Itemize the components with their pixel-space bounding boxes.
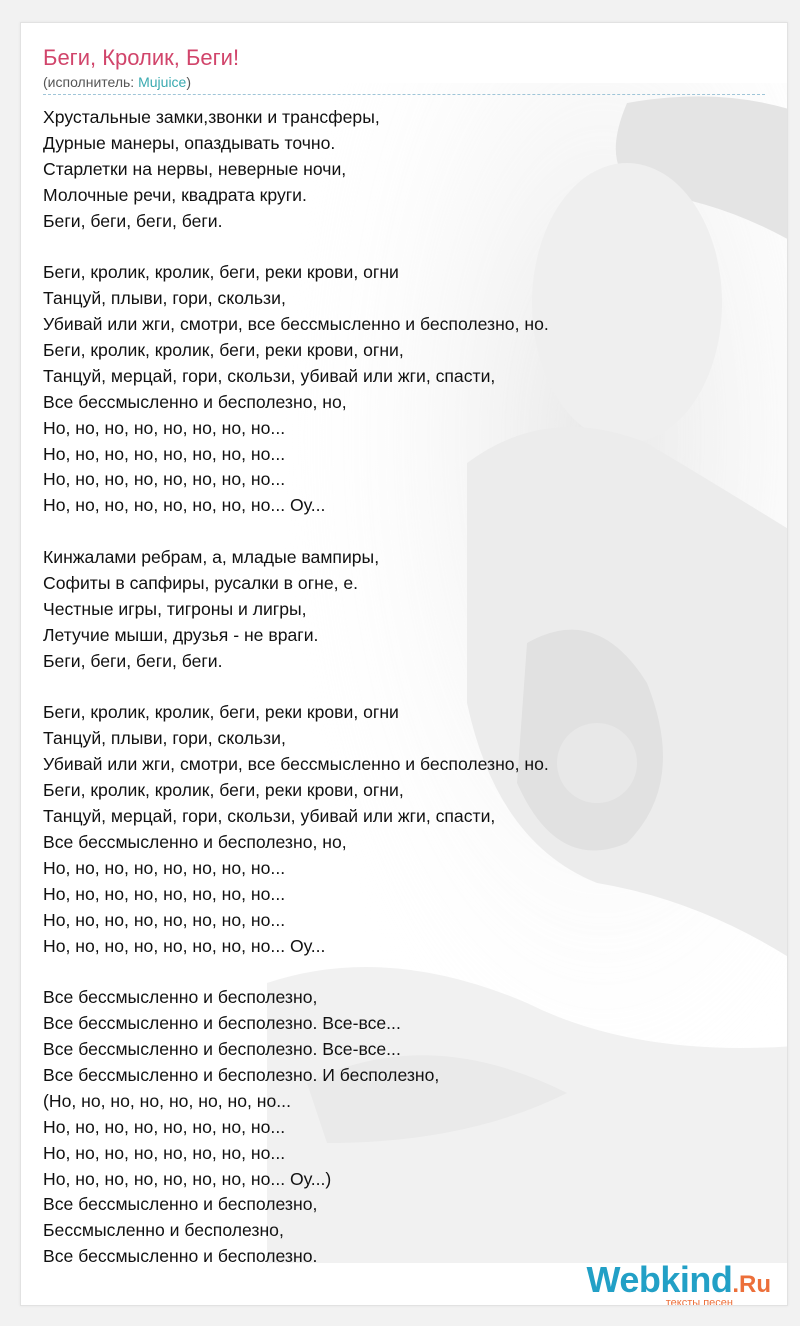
lyric-line: Все бессмысленно и бесполезно. Все-все...: [43, 1039, 401, 1060]
lyric-line: Беги, кролик, кролик, беги, реки крови, огни: [43, 702, 399, 723]
lyric-line: Танцуй, мерцай, гори, скользи, убивай или жги, спасти,: [43, 365, 496, 386]
lyric-line: Летучие мыши, друзья - не враги.: [43, 624, 319, 645]
lyric-line: Но, но, но, но, но, но, но, но...: [43, 443, 286, 464]
artist-link[interactable]: Mujuice: [138, 74, 187, 90]
logo-wordmark: Webkind: [586, 1259, 733, 1300]
artist-prefix: (исполнитель:: [43, 74, 139, 90]
lyric-line: Но, но, но, но, но, но, но, но... Оу...: [43, 495, 326, 516]
logo-tld: .Ru: [732, 1271, 771, 1298]
lyric-line: Беги, кролик, кролик, беги, реки крови, огни,: [43, 340, 404, 361]
lyric-line: Убивай или жги, смотри, все бессмысленно и бесполезно, но.: [43, 314, 549, 335]
site-logo[interactable]: [586, 1259, 771, 1306]
lyric-line: Беги, беги, беги, беги.: [43, 650, 223, 671]
artist-line: [43, 74, 191, 90]
lyric-line: Беги, кролик, кролик, беги, реки крови, огни: [43, 262, 399, 283]
stanza-break: [43, 519, 767, 545]
lyric-line: Все бессмысленно и бесполезно,: [43, 987, 318, 1008]
lyric-line: Но, но, но, но, но, но, но, но...: [43, 1142, 286, 1163]
lyric-line: Убивай или жги, смотри, все бессмысленно и бесполезно, но.: [43, 754, 549, 775]
lyric-line: Но, но, но, но, но, но, но, но... Оу...): [43, 1168, 332, 1189]
lyric-line: Беги, беги, беги, беги.: [43, 210, 223, 231]
lyric-line: Все бессмысленно и бесполезно, но,: [43, 831, 347, 852]
lyric-line: Но, но, но, но, но, но, но, но...: [43, 1116, 286, 1137]
logo-tagline: тексты песен: [665, 1297, 733, 1306]
lyrics-text: [43, 105, 767, 1270]
stanza-break: [43, 675, 767, 701]
lyric-line: Танцуй, плыви, гори, скользи,: [43, 288, 286, 309]
lyric-line: Но, но, но, но, но, но, но, но... Оу...: [43, 935, 326, 956]
lyric-line: Беги, кролик, кролик, беги, реки крови, огни,: [43, 780, 404, 801]
lyric-line: Танцуй, плыви, гори, скользи,: [43, 728, 286, 749]
lyric-line: Но, но, но, но, но, но, но, но...: [43, 469, 286, 490]
lyric-line: Все бессмысленно и бесполезно. И бесполезно,: [43, 1064, 440, 1085]
lyric-line: Хрустальные замки,звонки и трансферы,: [43, 107, 380, 127]
lyric-line: Софиты в сапфиры, русалки в огне, е.: [43, 573, 359, 594]
lyric-line: Дурные манеры, опаздывать точно.: [43, 132, 336, 153]
lyric-line: Молочные речи, квадрата круги.: [43, 184, 307, 205]
lyric-line: Честные игры, тигроны и лигры,: [43, 598, 307, 619]
lyric-line: Кинжалами ребрам, а, младые вампиры,: [43, 547, 380, 568]
lyric-line: Танцуй, мерцай, гори, скользи, убивай или жги, спасти,: [43, 806, 496, 827]
lyric-line: Но, но, но, но, но, но, но, но...: [43, 883, 286, 904]
lyric-line: Все бессмысленно и бесполезно, но,: [43, 391, 347, 412]
title-divider: [43, 94, 765, 95]
stanza-break: [43, 234, 767, 260]
lyric-line: Все бессмысленно и бесполезно,: [43, 1194, 318, 1215]
lyrics-card: [20, 22, 788, 1306]
lyric-line: Все бессмысленно и бесполезно.: [43, 1246, 318, 1267]
lyric-line: Но, но, но, но, но, но, но, но...: [43, 857, 286, 878]
song-title: Беги, Кролик, Беги!: [43, 45, 240, 70]
lyric-line: Старлетки на нервы, неверные ночи,: [43, 158, 347, 179]
lyric-line: Все бессмысленно и бесполезно. Все-все...: [43, 1013, 401, 1034]
artist-suffix: ): [186, 74, 192, 90]
stanza-break: [43, 959, 767, 985]
lyric-line: (Но, но, но, но, но, но, но, но...: [43, 1090, 291, 1111]
lyric-line: Бессмысленно и бесполезно,: [43, 1220, 284, 1241]
lyric-line: Но, но, но, но, но, но, но, но...: [43, 909, 286, 930]
lyric-line: Но, но, но, но, но, но, но, но...: [43, 417, 286, 438]
